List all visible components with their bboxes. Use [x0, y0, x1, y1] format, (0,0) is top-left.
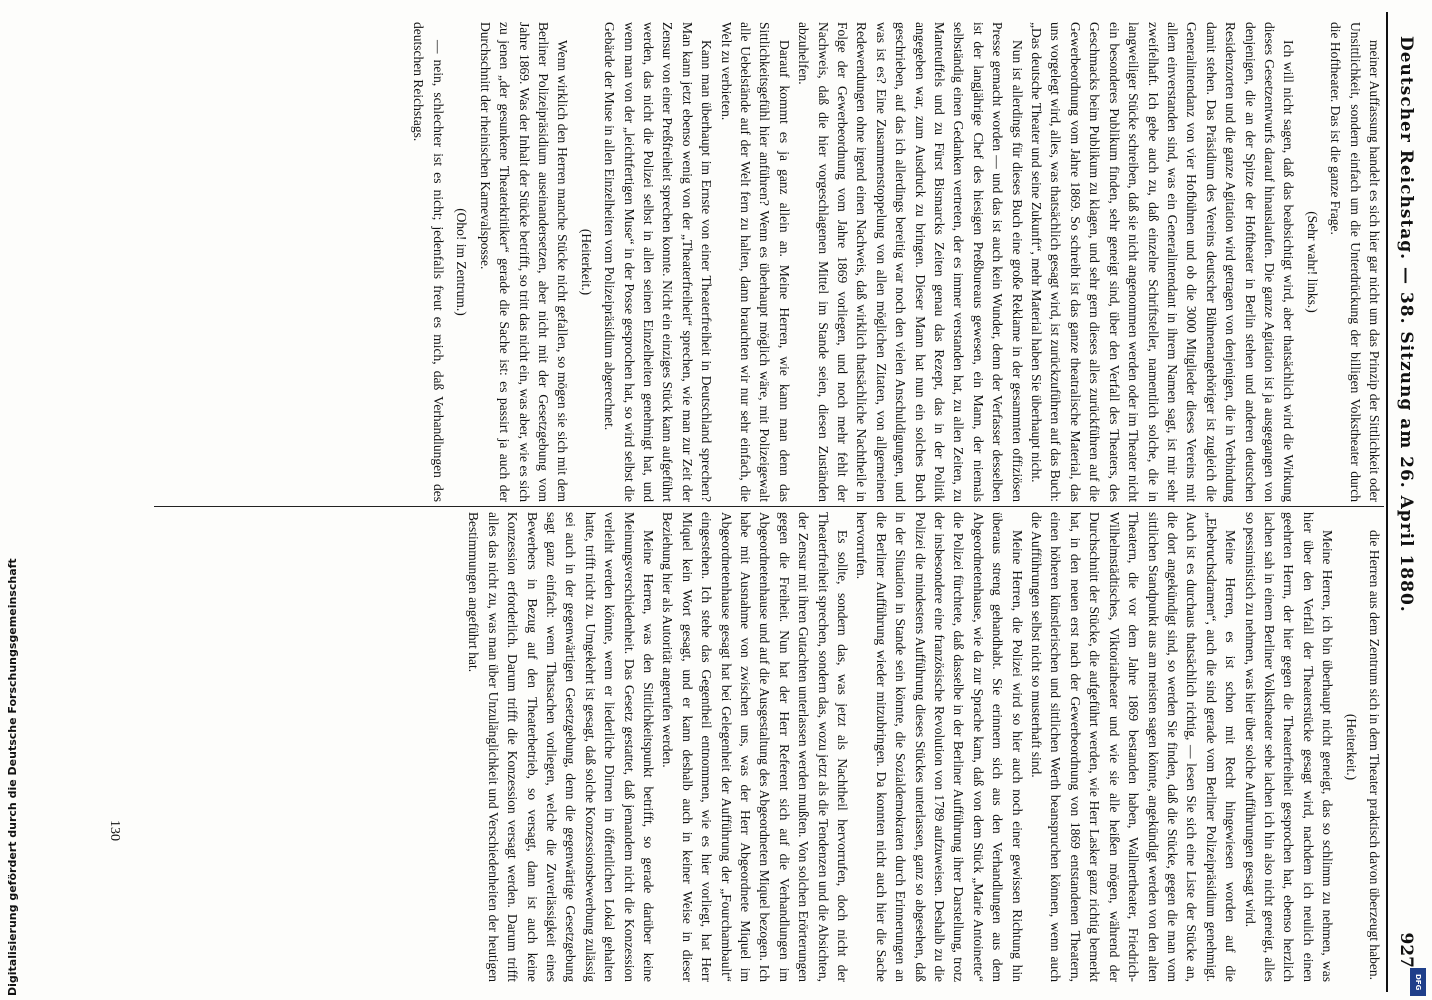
paragraph: Wenn wirklich den Herren manche Stücke nicht gefallen, so mögen sie sich mit dem Berliner Polizeipräsidium auseinandersetzen, aber nicht mit der Gesetzgebung vom Jahre 1869. Was der Inhalt der Stücke betrifft, so tritt das nicht ein, was aber, wie es sich zu jenen „der gesunkene Theaterkritiker“ gerade die Sache ist: es passirt ja auch der Durchschnitt der rheinischen Karnevalsposse.	[477, 22, 571, 502]
paragraph: Ich will nicht sagen, daß das beabsichtigt wird, aber thatsächlich wird die Wirkung dieses Gesetzentwurfs darauf hinauslaufen. Die ganze Agitation ist ja ausgegangen von denjenigen, die an der Spitze der Hoftheater in Berlin stehen und anderen deutschen Residenzorten und die ganze Agitation wird getragen von denjenigen, die in Verbindung damit stehen. Das Präsidium des Vereins deutscher Bühnenangehöriger ist zugleich die Generalintendanz von vier Hofbühnen und ob die 3000 Mitglieder dieses Vereins mit allem einverstanden sind, was ein Generalintendant in ihrem Namen sagt, ist mir sehr zweifelhaft. Ich gebe auch zu, daß einzelne Schriftsteller, namentlich solche, die in langweiliger Stücke schreiben, daß sie nicht angenommen werden oder im Theater nicht ein besonderes Publikum finden, sehr geneigt sind, über den Verfall des Theaters, des Geschmacks beim Publikum zu klagen, und sehr gern dieses alles zurückführen auf die Gewerbeordnung vom Jahre 1869. So schreibt ist das ganze theatralische Material, das uns vorgelegt wird, alles, was thatsächlich gesagt wird, ist zurückzuführen auf das Buch: „Das deutsche Theater und seine Zukunft“, mehr Material haben Sie überhaupt nicht.	[1029, 22, 1297, 502]
paragraph: — nein, schlechter ist es nicht; jedenfalls freut es mich, daß Verhandlungen des deutschen Reichstags.	[411, 22, 446, 502]
interjection: (Sehr wahr! links.)	[1304, 211, 1320, 313]
interjection: (Heiterkeit.)	[1343, 713, 1359, 781]
digitization-credit	[6, 558, 22, 996]
right-text-column	[140, 512, 1384, 982]
bottom-page-number: 130	[107, 820, 122, 841]
left-text-column	[140, 22, 1384, 502]
dfg-logo	[1410, 968, 1426, 996]
paragraph: Meine Herren, was den Sittlichkeitspunkt betrifft, so gerade darüber keine Meinungsverschiedenheit. Das Gesetz gestattet, daß jemandem nicht die Konzession verleiht werden könnte, wenn er liederliche Dirnen im öffentlichen Lokal gehalten hatte, trifft nicht zu. Umgekehrt ist gesagt, daß solche Konzessionsbewerbung zulässig sei auch in der gegenwärtigen Gesetzgebung, denn die gegenwärtige Gesetzgebung sagt ganz einfach: wenn Thatsachen vorliegen, welche die Zuverlässigkeit eines Bewerbers in Bezug auf den Theaterbetrieb, so versagt, dann ist auch keine Konzession erforderlich. Darum trifft die Konzession versagt werden. Darum trifft alles das nicht zu, was man über Unzulänglichkeit und Verschiedenheiten der heutigen Bestimmungen angeführt hat.	[466, 512, 656, 982]
paragraph: Meine Herren, die Polizei wird so hier auch noch einer gewissen Richtung hin überaus streng gehandhabt. Sie erinnern sich aus den Verhandlungen aus dem Abgeordnetenhause, wie da zur Sprache kam, daß von dem Stück „Marie Antoinette“ die Polizei fürchtete, daß dasselbe in der Berliner Aufführung ihrer Darstellung, trotz der insbesondere eine französische Revolution von 1789 aufzuweisen. Deshalb zu die Polizei die mindestens Aufführung dieses Stückes unterlassen, ganz so abgesehen, daß in der Situation in Stande sein könnte, die Sozialdemokraten durch Erinnerungen an die Berliner Aufführung wieder mitzubringen. Da konnten nicht auch hier die Sache hervorrufen.	[854, 512, 1025, 982]
paragraph: Meine Herren, ich bin überhaupt nicht geneigt, das so schlimm zu nehmen, was hier über den Verfall der Theaterstücke gesagt wird, nachdem ich neulich einen geehrten Herrn, der hier gegen die Theaterfreiheit gesprochen hat, ebenso herzlich lachen sah in einem Berliner Volkstheater sehe lachen ich hin also nicht geneigt, alles so pessimistisch zu nehmen, was hier über solche Aufführungen gesagt wird.	[1242, 512, 1336, 982]
header-title: Deutscher Reichstag. — 38. Sitzung am 26. April 1880.	[1396, 36, 1416, 613]
header-page-number: 927	[1396, 932, 1416, 968]
paragraph: die Herren aus dem Zentrum sich in dem Theater praktisch davon überzeugt haben.	[1367, 530, 1382, 980]
running-header	[1386, 12, 1422, 992]
interjection: (Oho! im Zentrum.)	[454, 208, 470, 316]
interjection: (Heiterkeit.)	[578, 228, 594, 296]
paragraph: meiner Auffassung handelt es sich hier gar nicht um das Prinzip der Sittlichkeit oder Unsittlichkeit, sondern einfach um die Unterdrückung der billigen Volkstheater durch die Hoftheater. Das ist die ganze Frage.	[1328, 22, 1382, 502]
paragraph: Meine Herren, es ist schon mit Recht hingewiesen worden auf die „Ehebruchsdramen“, auch die sind gerade vom Berliner Polizeipräsidium genehmigt. Auch ist es durchaus thatsächlich richtig, — lesen Sie sich eine Liste der Stücke an, die dort angekündigt sind, so werden Sie finden, daß die Stücke, gegen die man vom sittlichen Standpunkt aus am meisten sagen könnte, angekündigt werden von den alten Theatern, die vor dem Jahre 1869 bestanden haben, Wallnertheater, Friedrich-Wilhelmstädtisches, Viktoriatheater und wie sie alle heißen mögen, während der Durchschnitt der Stücke, die aufgeführt werden, wie Herr Lasker ganz richtig bemerkt hat, in den neuen erst nach der Gewerbeordnung von 1869 entstandenen Theatern, einen höheren künstlerischen und sittlichen Werth beanspruchen können, wenn auch die Aufführungen selbst nicht so musterhaft sind.	[1029, 512, 1239, 982]
paragraph: Kann man überhaupt im Ernste von einer Theaterfreiheit in Deutschland sprechen? Man kann jetzt ebenso wenig von der „Theaterfreiheit“ sprechen, wie man zur Zeit der Zensur von einer Preßfreiheit sprechen konnte. Nicht ein einziges Stück kann aufgeführt werden, das nicht die Polizei selbst in allen seinen Einzelheiten genehmigt hat, und wenn man von der „leichtfertigen Muse“ in der Posse gesprochen hat, so wird selbst die Gebärde der Muse in allen Einzelheiten vom Polizeipräsidium abgerechnet.	[602, 22, 715, 502]
credit-text: Digitalisierung gefördert durch die Deutsche Forschungsgemeinschaft	[6, 558, 19, 996]
paragraph: Es sollte, sondern das, was jetzt als Nachtheil hervorrufen, doch nicht der Theaterfreiheit sprechen, sondern das, wozu jetzt als die Tendenzen und die Absichten, der Zensur mit ihren Gutachten unterlassen werden mußten. Von solchen Erörterungen gegen die Freiheit. Nun hat der Herr Referent sich auf die Verhandlungen im Abgeordnetenhause und auf die Ausgestaltung des Abgeordneten Miquel bezogen. Ich habe mit Ausnahme von zwischen uns, was der Herr Abgeordnete Miquel im Abgeordnetenhause gesagt hat bei Gelegenheit der Aufführung der „Fourchambault“ eingestehen. Ich stehe das Gegentheil entnommen, wie es hier vorliegt, hat Herr Miquel kein Wort gesagt, und er kann deshalb auch in keiner Weise in dieser Beziehung hier als Autorität angerufen werden.	[660, 512, 851, 982]
paragraph: Nun ist allerdings für dieses Buch eine große Reklame in der gesammten offiziösen Presse gemacht worden — und das ist auch kein Wunder, denn der Verfasser desselben ist der langjährige Chef des hiesigen Preßbureaus gewesen, ein Mann, der niemals selbständig einen Gedanken vertreten, der es immer verstanden hat, zu allen Zeiten, zu Manteuffels und zu Fürst Bismarcks Zeiten genau das Rezept, das in der Politik angegeben war, zum Ausdruck zu bringen. Dieser Mann hat nun ein solches Buch geschrieben, auf das ich allerdings bereitig war noch den vielen Anschuldigungen, und was ist es? Eine Zusammenstoppelung von allen möglichen Zitaten, von allgemeinen Redewendungen ohne irgend einen Nachweis, daß wirklich thatsächliche Nachtheile in Folge der Gewerbeordnung vom Jahre 1869 vorliegen, und noch mehr fehlt der Nachweis, daß die hier vorgeschlagenen Mittel im Stande seien, diesen Zuständen abzuhelfen.	[796, 22, 1025, 502]
column-divider	[154, 506, 1384, 507]
paragraph: Darauf kommt es ja ganz allein an. Meine Herren, wie kann man denn das Sittlichkeitsgefühl hier anführen? Wenn es überhaupt möglich wäre, mit Polizeigewalt alle Uebelstände auf der Welt fern zu halten, dann brauchten wir nur sehr einfach, die Welt zu verbieten.	[718, 22, 792, 502]
dfg-logo-text: DFG	[1414, 973, 1422, 991]
